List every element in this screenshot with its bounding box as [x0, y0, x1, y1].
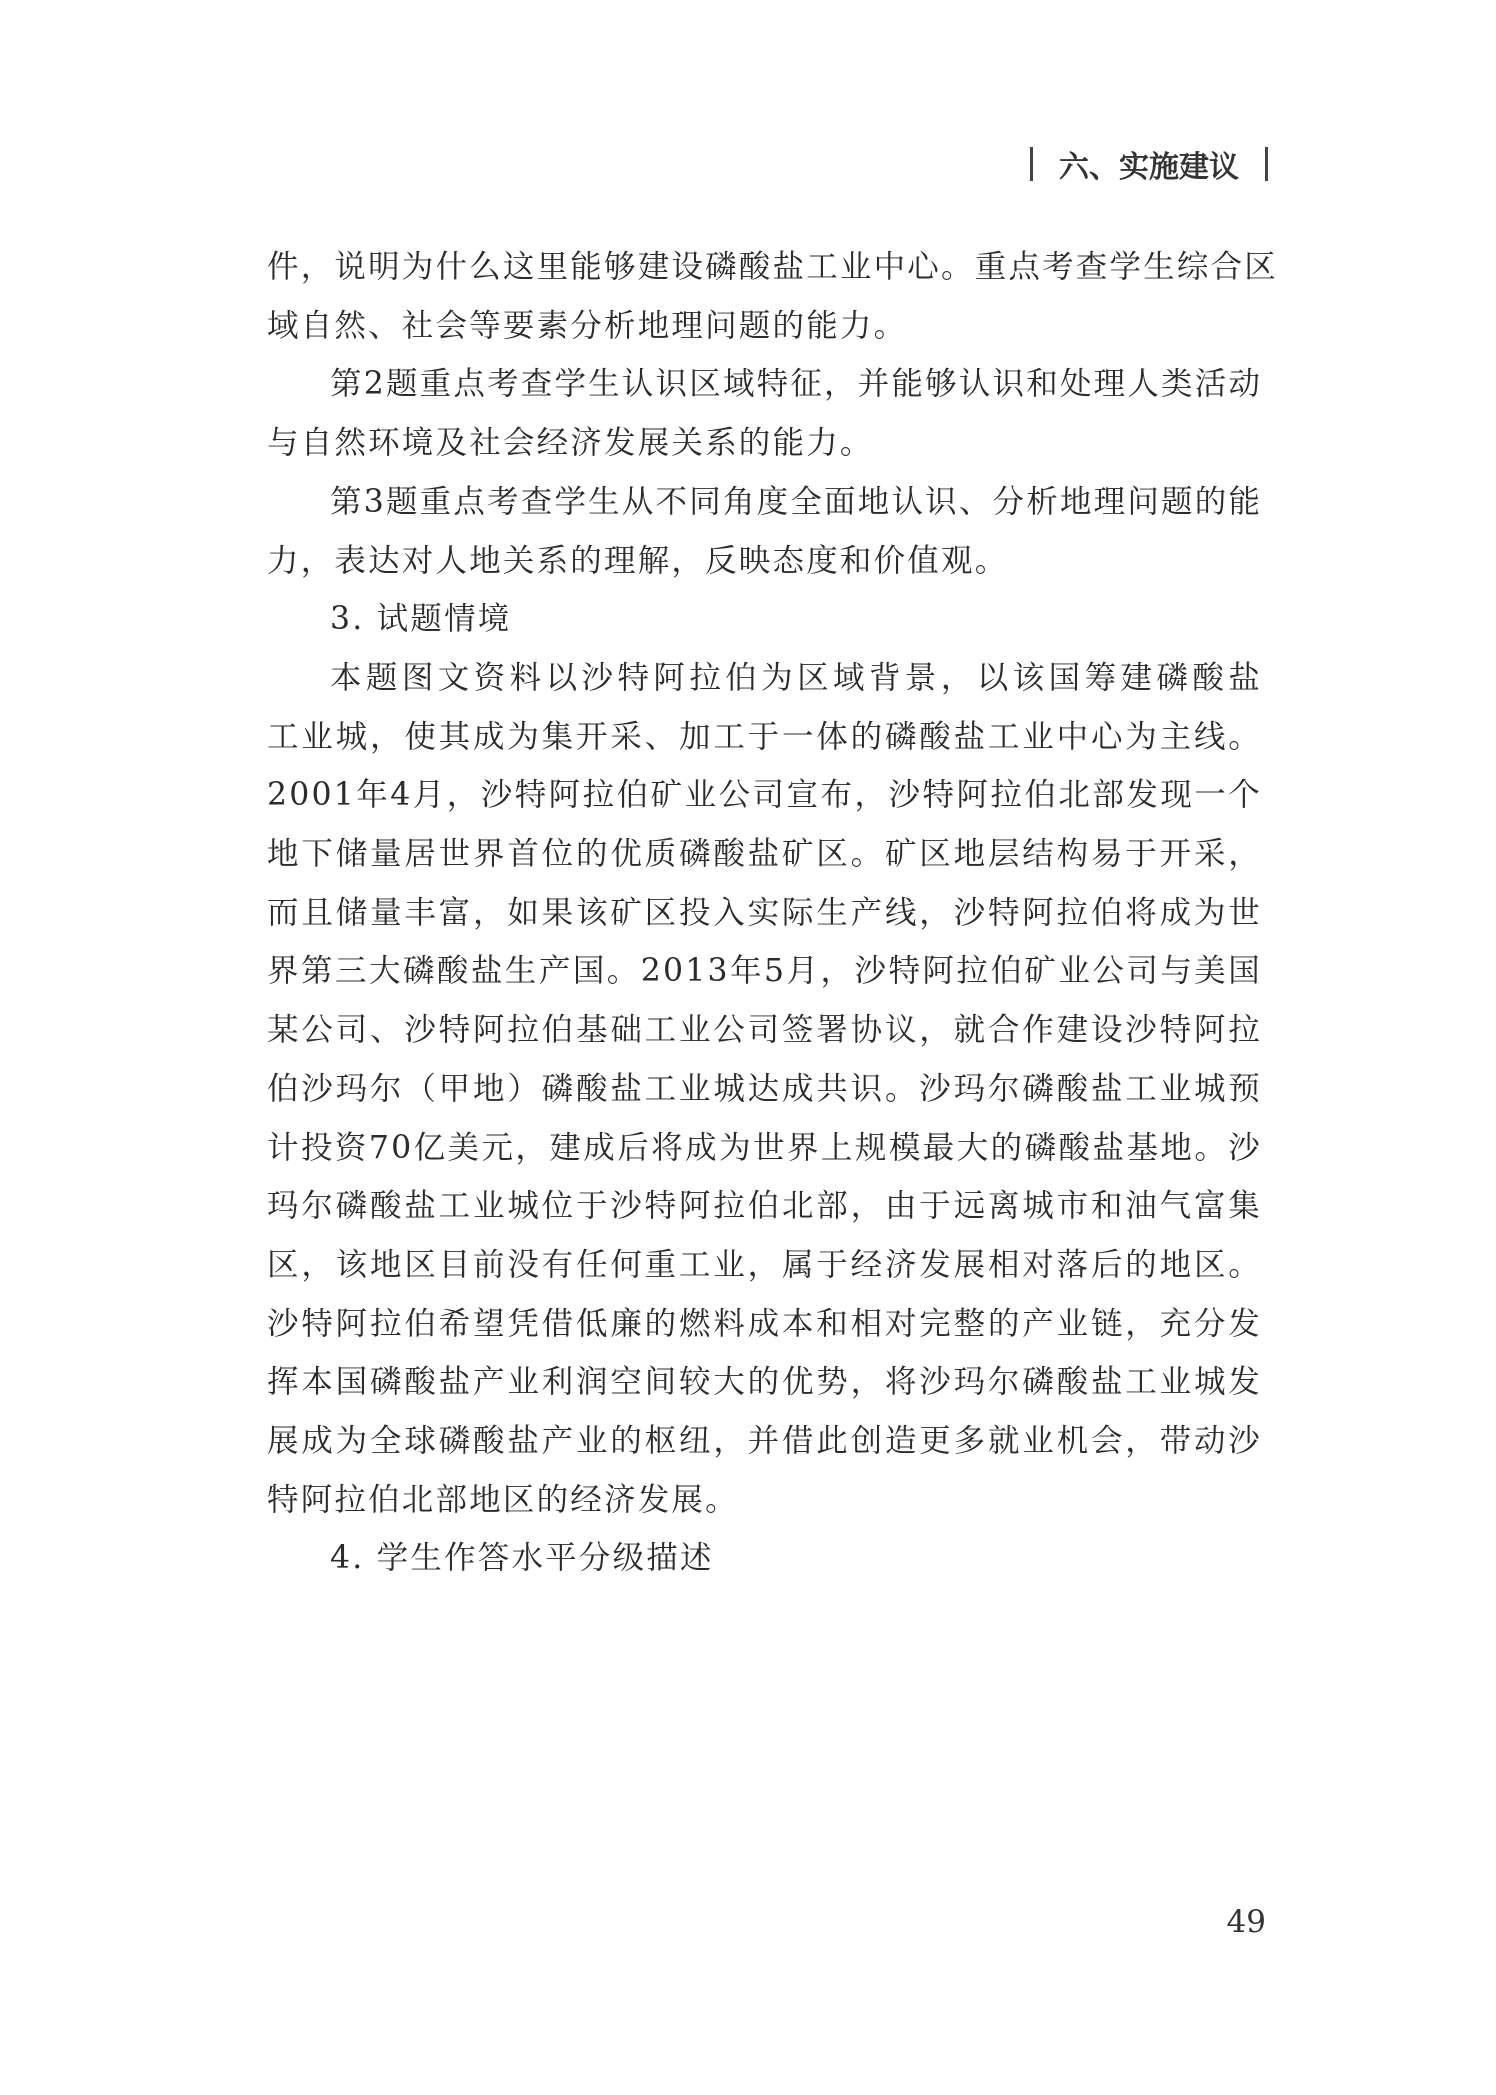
text-line: 展成为全球磷酸盐产业的枢纽，并借此创造更多就业机会，带动沙	[267, 1423, 1262, 1460]
text-line: 第3题重点考查学生从不同角度全面地认识、分析地理问题的能	[330, 483, 1263, 520]
text-line: 沙特阿拉伯希望凭借低廉的燃料成本和相对完整的产业链，充分发	[267, 1305, 1262, 1342]
text-line: 挥本国磷酸盐产业利润空间较大的优势，将沙玛尔磷酸盐工业城发	[267, 1364, 1262, 1401]
page-number: 49	[1226, 1904, 1266, 1940]
subheading: 3. 试题情境	[330, 601, 512, 638]
text-line: 本题图文资料以沙特阿拉伯为区域背景，以该国筹建磷酸盐	[330, 659, 1262, 696]
text-line: 2001年4月，沙特阿拉伯矿业公司宣布，沙特阿拉伯北部发现一个	[267, 777, 1262, 814]
text-line: 特阿拉伯北部地区的经济发展。	[267, 1481, 739, 1518]
text-line: 而且储量丰富，如果该矿区投入实际生产线，沙特阿拉伯将成为世	[267, 894, 1262, 931]
text-line: 玛尔磷酸盐工业城位于沙特阿拉伯北部，由于远离城市和油气富集	[267, 1188, 1262, 1225]
text-line: 界第三大磷酸盐生产国。2013年5月，沙特阿拉伯矿业公司与美国	[267, 953, 1262, 990]
subheading: 4. 学生作答水平分级描述	[330, 1540, 714, 1577]
text-line: 第2题重点考查学生认识区域特征，并能够认识和处理人类活动	[330, 366, 1263, 403]
running-header	[1030, 142, 1268, 186]
section-title: 六、实施建议	[1059, 150, 1239, 185]
text-line: 伯沙玛尔（甲地）磷酸盐工业城达成共识。沙玛尔磷酸盐工业城预	[267, 1070, 1262, 1107]
text-line: 计投资70亿美元，建成后将成为世界上规模最大的磷酸盐基地。沙	[267, 1129, 1262, 1166]
text-line: 与自然环境及社会经济发展关系的能力。	[267, 425, 874, 462]
text-line: 件，说明为什么这里能够建设磷酸盐工业中心。重点考查学生综合区	[267, 249, 1279, 285]
text-line: 地下储量居世界首位的优质磷酸盐矿区。矿区地层结构易于开采，	[267, 836, 1262, 873]
text-line: 工业城，使其成为集开采、加工于一体的磷酸盐工业中心为主线。	[267, 718, 1262, 755]
header-rule-left	[1030, 147, 1033, 181]
text-line: 某公司、沙特阿拉伯基础工业公司签署协议，就合作建设沙特阿拉	[267, 1012, 1262, 1049]
text-line: 区，该地区目前没有任何重工业，属于经济发展相对落后的地区。	[267, 1246, 1262, 1283]
body-text	[267, 238, 1279, 1588]
text-line: 域自然、社会等要素分析地理问题的能力。	[267, 307, 908, 344]
header-rule-right	[1265, 147, 1268, 181]
text-line: 力，表达对人地关系的理解，反映态度和价值观。	[267, 542, 1009, 579]
